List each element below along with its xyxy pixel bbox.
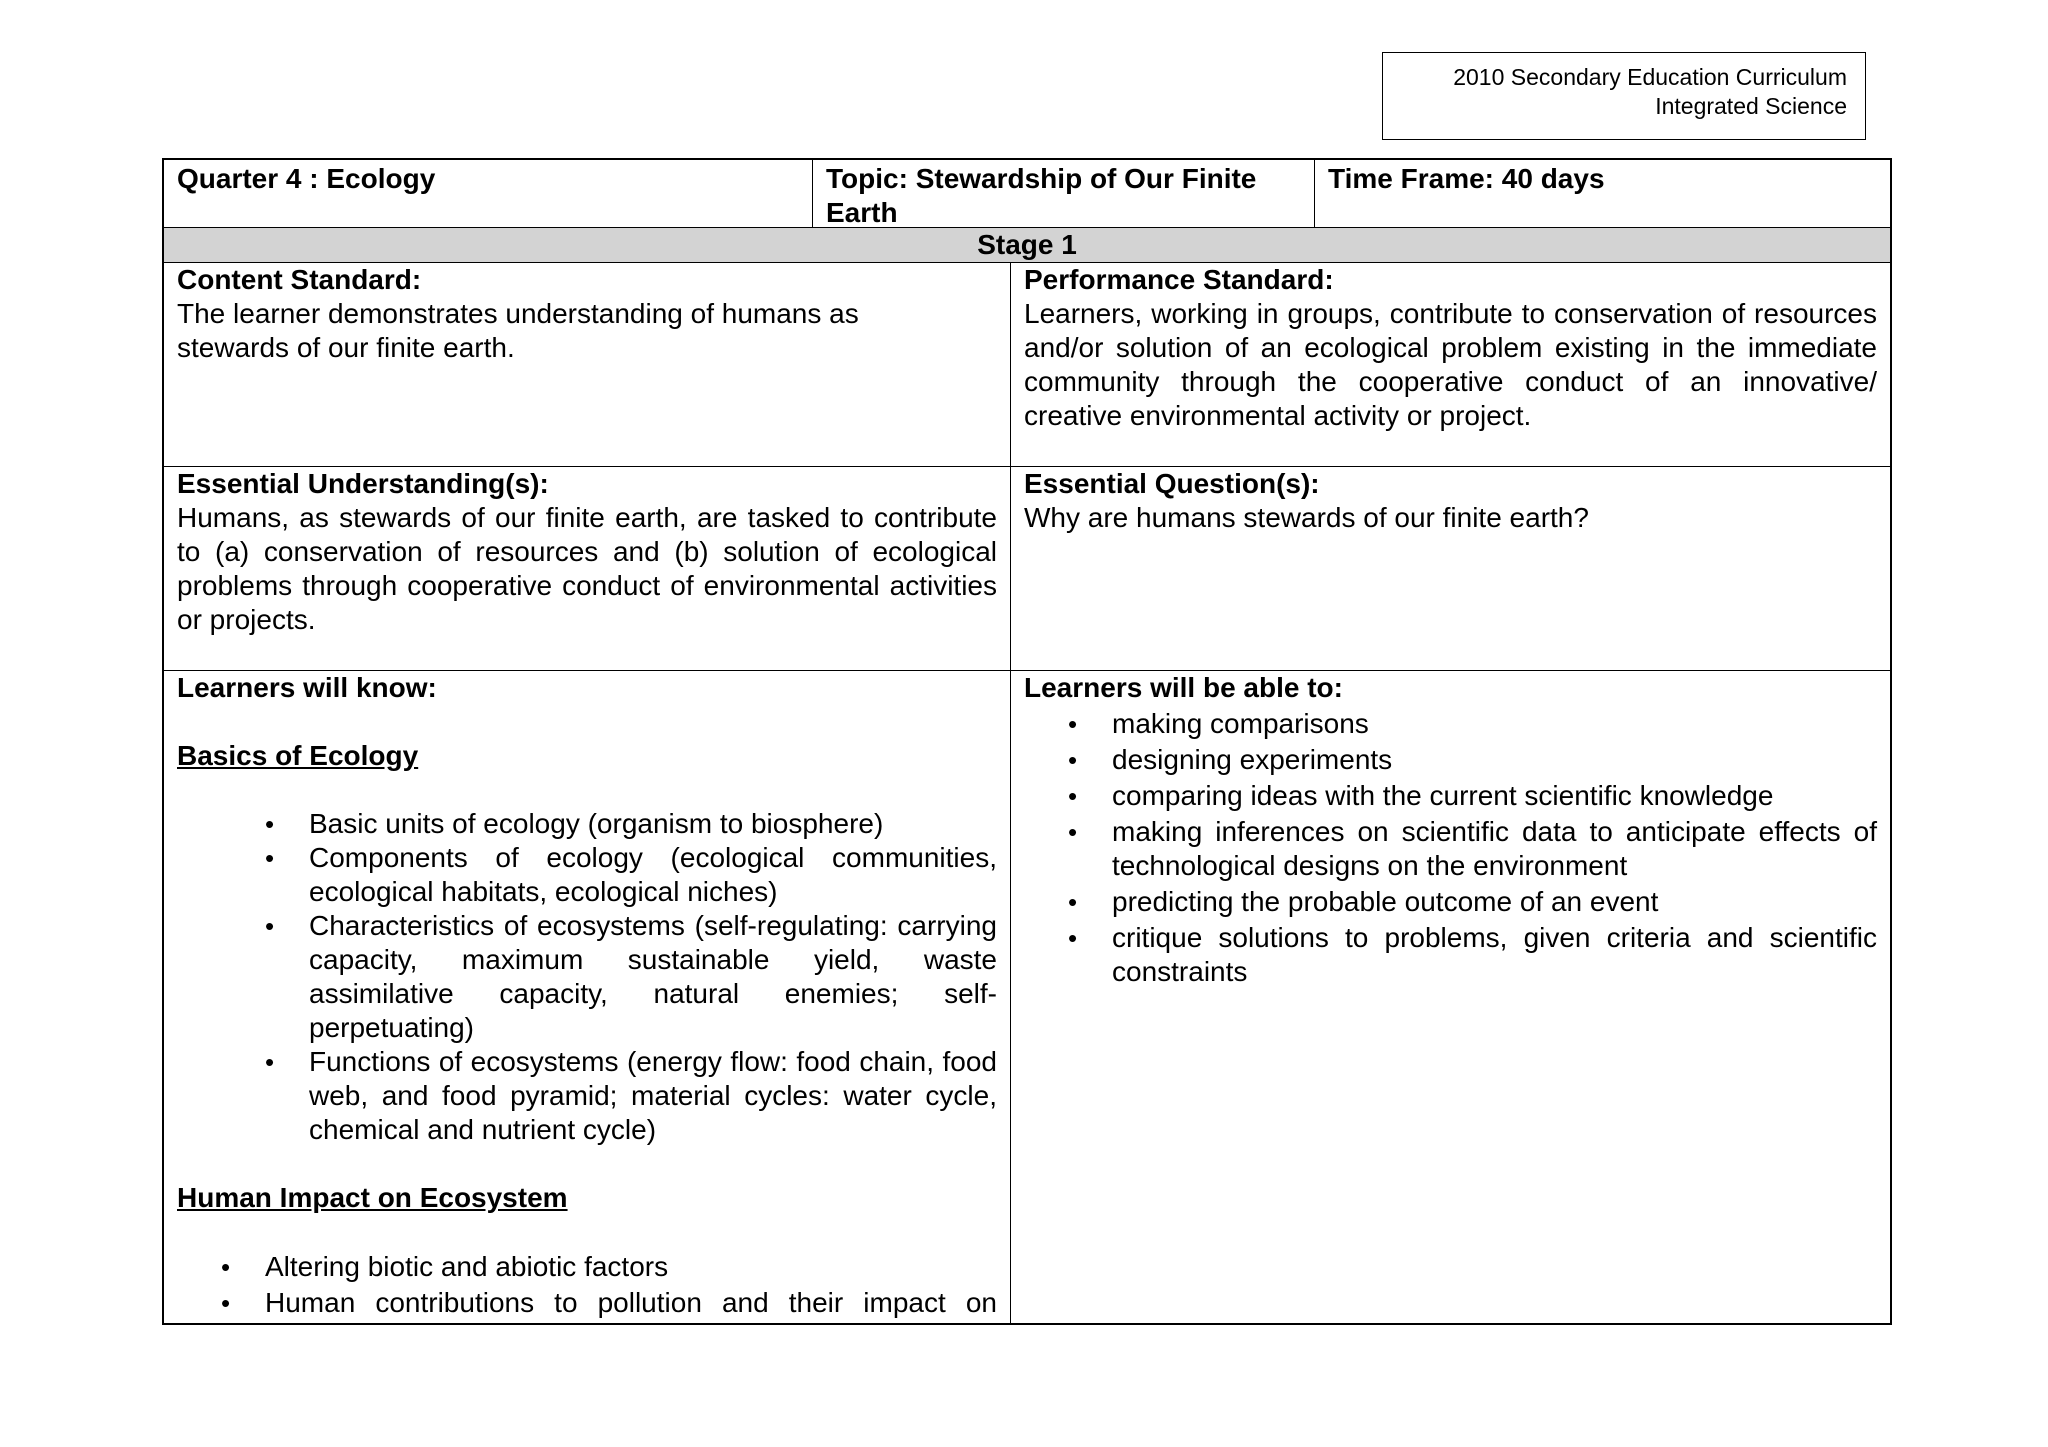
content-standard-heading: Content Standard: xyxy=(177,264,422,295)
content-standard-cell xyxy=(164,263,1011,466)
basics-of-ecology-heading: Basics of Ecology xyxy=(177,740,419,771)
essential-understanding-cell xyxy=(164,467,1011,670)
time-frame-cell: Time Frame: 40 days xyxy=(1328,163,1605,194)
standards-row xyxy=(164,263,1890,467)
learners-row xyxy=(164,671,1890,1323)
list-item: • comparing ideas with the current scientific knowledge xyxy=(1112,779,1877,813)
list-item: • Basic units of ecology (organism to biosphere) xyxy=(309,807,997,841)
performance-standard-heading: Performance Standard: xyxy=(1024,264,1334,295)
human-impact-heading: Human Impact on Ecosystem xyxy=(177,1182,568,1213)
list-item: • Human contributions to pollution and their impact on xyxy=(265,1285,997,1321)
stage-row: Stage 1 xyxy=(164,228,1890,263)
list-item: • Functions of ecosystems (energy flow: food chain, food web, and food pyramid; material cycles: water cycle, chemical and nutrient cycle) xyxy=(309,1045,997,1147)
topic-cell: Topic: Stewardship of Our Finite Earth xyxy=(813,160,1315,227)
performance-standard-cell xyxy=(1011,263,1890,466)
curriculum-header xyxy=(1382,52,1866,140)
content-standard-text: The learner demonstrates understanding of humans as stewards of our finite earth. xyxy=(177,298,859,363)
learners-able-cell xyxy=(1011,671,1890,1323)
basics-of-ecology-list xyxy=(177,807,997,1147)
list-item: • designing experiments xyxy=(1112,743,1877,777)
list-item: • Altering biotic and abiotic factors xyxy=(265,1249,997,1285)
subject-title: Integrated Science xyxy=(1655,93,1847,119)
essential-understanding-heading: Essential Understanding(s): xyxy=(177,468,549,499)
list-item: • Components of ecology (ecological communities, ecological habitats, ecological niches) xyxy=(309,841,997,909)
performance-standard-text: Learners, working in groups, contribute to conservation of resources and/or solution of an ecological problem existing in the immediate community through the cooperative conduct of an innovative/ creative environmental activity or project. xyxy=(1024,298,1877,431)
human-impact-list xyxy=(177,1249,997,1321)
list-item: • Characteristics of ecosystems (self-regulating: carrying capacity, maximum sustainable yield, waste assimilative capacity, natural enemies; self-perpetuating) xyxy=(309,909,997,1045)
curriculum-title: 2010 Secondary Education Curriculum xyxy=(1453,64,1847,90)
list-item: • predicting the probable outcome of an event xyxy=(1112,885,1877,919)
learners-know-cell xyxy=(164,671,1011,1323)
essential-question-cell xyxy=(1011,467,1890,670)
essential-understanding-text: Humans, as stewards of our finite earth, are tasked to contribute to (a) conservation of resources and (b) solution of ecological problems through cooperative conduct of environmental activities or projects. xyxy=(177,502,997,635)
quarter-cell: Quarter 4 : Ecology xyxy=(164,160,813,227)
essential-question-text: Why are humans stewards of our finite earth? xyxy=(1024,502,1589,533)
understanding-row xyxy=(164,467,1890,671)
learners-know-heading: Learners will know: xyxy=(177,672,437,703)
essential-question-heading: Essential Question(s): xyxy=(1024,468,1320,499)
list-item: • making inferences on scientific data to anticipate effects of technological designs on the environment xyxy=(1112,815,1877,883)
learners-able-heading: Learners will be able to: xyxy=(1024,672,1343,703)
list-item: • making comparisons xyxy=(1112,707,1877,741)
list-item: • critique solutions to problems, given criteria and scientific constraints xyxy=(1112,921,1877,989)
curriculum-table xyxy=(162,158,1892,1325)
title-row xyxy=(164,160,1890,228)
learners-able-list xyxy=(1024,707,1877,989)
